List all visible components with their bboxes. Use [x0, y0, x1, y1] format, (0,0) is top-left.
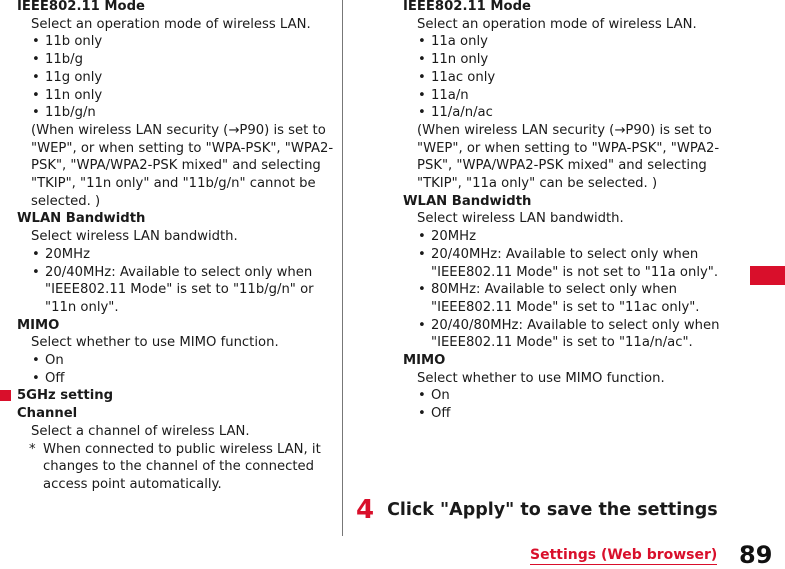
mimo-heading: MIMO: [17, 317, 60, 333]
wlan-bandwidth-description: Select wireless LAN bandwidth.: [417, 211, 624, 227]
list-item: • 11ac only: [403, 69, 723, 87]
ieee-mode-description: Select an operation mode of wireless LAN.: [31, 16, 311, 32]
list-item: • 11b only: [17, 33, 335, 51]
ieee-mode-note: (When wireless LAN security (→P90) is set to "WEP", or when setting to "WPA-PSK", "WPA2-PSK", "WPA/WPA2-PSK mixed" and selecting "TKIP", "11n only" and "11b/g/n" cannot be selected. ): [31, 122, 334, 209]
channel-description: Select a channel of wireless LAN.: [31, 423, 250, 439]
list-item: • 20MHz: [17, 246, 335, 264]
ieee-mode-note: (When wireless LAN security (→P90) is set to "WEP", or when setting to "WPA-PSK", "WPA2-PSK", "WPA/WPA2-PSK mixed" and selecting "TKIP", "11a only" can be selected. ): [417, 122, 720, 192]
ieee-mode-heading: IEEE802.11 Mode: [403, 0, 531, 14]
list-item: • 20MHz: [403, 228, 723, 246]
mimo-description: Select whether to use MIMO function.: [31, 335, 279, 351]
step-instruction: [356, 495, 718, 525]
wlan-bandwidth-heading: WLAN Bandwidth: [17, 211, 146, 227]
section-heading-5ghz: [17, 387, 335, 405]
left-column: [17, 0, 335, 494]
right-column: [403, 0, 723, 423]
list-item: • Off: [17, 370, 335, 388]
list-item: • 20/40MHz: Available to select only when "IEEE802.11 Mode" is set to "11b/g/n" or "11n only".: [17, 264, 335, 317]
list-item: • 11/a/n/ac: [403, 104, 723, 122]
ieee-mode-description: Select an operation mode of wireless LAN.: [417, 16, 697, 32]
list-item: • 11a only: [403, 33, 723, 51]
list-item: • Off: [403, 405, 723, 423]
list-item: • 20/40/80MHz: Available to select only when "IEEE802.11 Mode" is set to "11a/n/ac".: [403, 317, 723, 352]
list-item: • 80MHz: Available to select only when "IEEE802.11 Mode" is set to "11ac only".: [403, 281, 723, 316]
asterisk-mark: *: [29, 441, 36, 457]
list-item: • 11a/n: [403, 87, 723, 105]
list-item: • 11b/g: [17, 51, 335, 69]
channel-note-text: When connected to public wireless LAN, it changes to the channel of the connected access point automatically.: [43, 441, 321, 492]
step-number: 4: [356, 495, 375, 525]
list-item: • 11g only: [17, 69, 335, 87]
section-square-icon: [0, 390, 11, 401]
wlan-bandwidth-heading: WLAN Bandwidth: [403, 193, 532, 209]
wlan-bandwidth-description: Select wireless LAN bandwidth.: [31, 229, 238, 245]
list-item: • 11n only: [403, 51, 723, 69]
list-item: • On: [17, 352, 335, 370]
chapter-tab-marker: [750, 266, 785, 285]
channel-heading: Channel: [17, 406, 78, 422]
section-5ghz-label: 5GHz setting: [17, 388, 114, 404]
page-number: 89: [739, 541, 773, 569]
mimo-heading: MIMO: [403, 353, 446, 369]
column-divider: [342, 0, 343, 536]
list-item: • On: [403, 387, 723, 405]
list-item: • 20/40MHz: Available to select only when "IEEE802.11 Mode" is not set to "11a only".: [403, 246, 723, 281]
step-text: Click "Apply" to save the settings: [387, 500, 718, 520]
ieee-mode-heading: IEEE802.11 Mode: [17, 0, 145, 14]
footer-section-title: Settings (Web browser): [530, 547, 718, 563]
list-item: • 11n only: [17, 87, 335, 105]
mimo-description: Select whether to use MIMO function.: [417, 370, 665, 386]
list-item: • 11b/g/n: [17, 104, 335, 122]
channel-note: [17, 441, 335, 494]
